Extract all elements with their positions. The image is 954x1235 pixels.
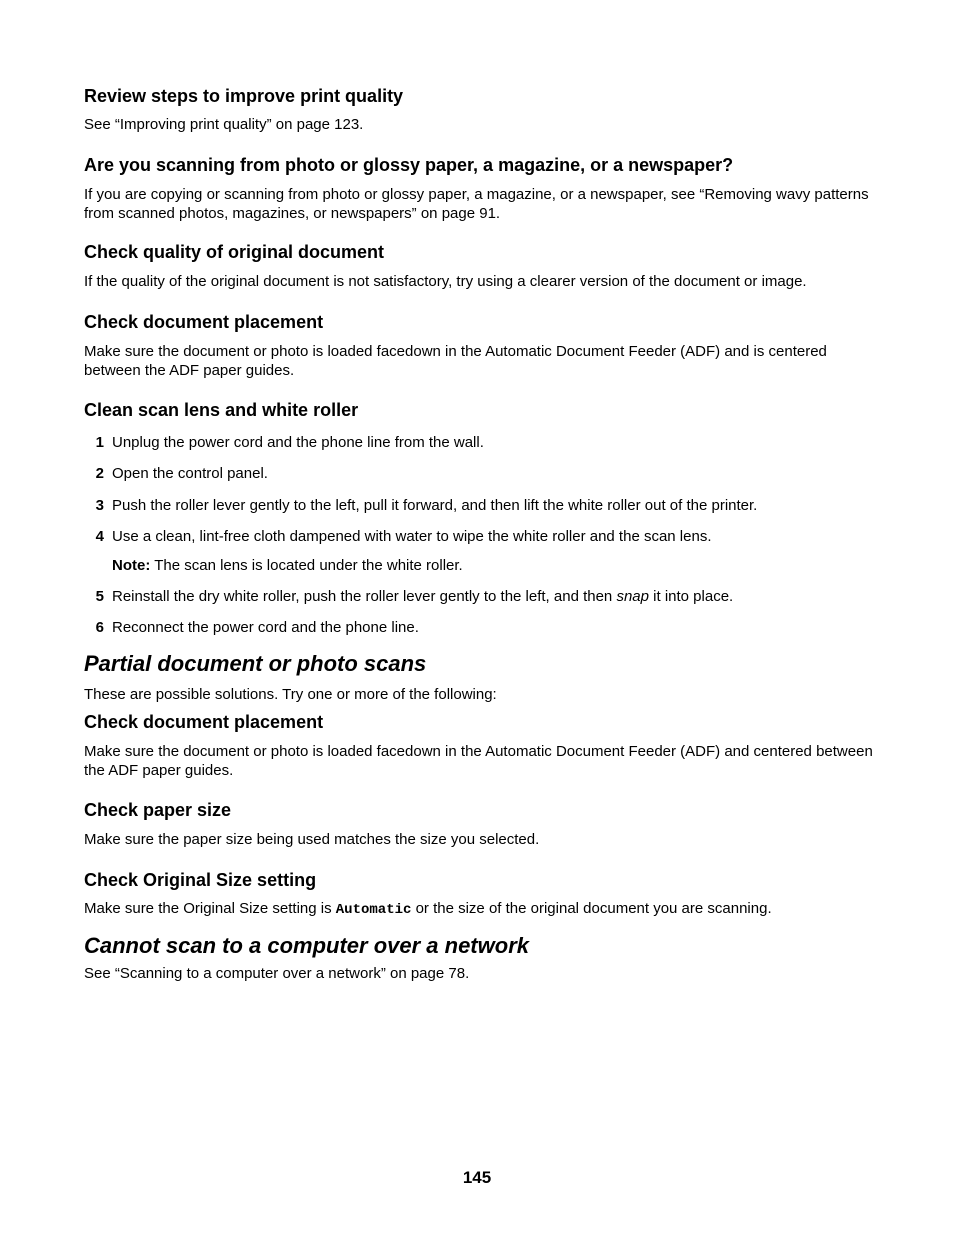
heading-cannot-scan-network: Cannot scan to a computer over a network xyxy=(84,933,529,958)
step-text-part: Reinstall the dry white roller, push the roller lever gently to the left, and then xyxy=(112,588,617,605)
heading-check-quality: Check quality of original document xyxy=(84,242,385,262)
paragraph-partial-intro: These are possible solutions. Try one or more of the following: xyxy=(84,686,497,703)
paragraph-glossy-paper: If you are copying or scanning from photo or glossy paper, a magazine, or a newspaper, see “Removing wavy patterns from scanned photos, magazines, or newspapers” on page 91. xyxy=(84,186,869,222)
step-text-emphasis: snap xyxy=(616,588,649,605)
step-number: 6 xyxy=(95,619,104,636)
paragraph-document-placement-2: Make sure the document or photo is loaded facedown in the Automatic Document Feeder (ADF) and centered between the ADF paper guides. xyxy=(84,743,873,779)
note-label: Note: xyxy=(112,557,151,574)
paragraph-text-part: Make sure the Original Size setting is xyxy=(84,900,336,917)
note-text: The scan lens is located under the white roller. xyxy=(150,557,463,574)
heading-glossy-paper: Are you scanning from photo or glossy paper, a magazine, or a newspaper? xyxy=(84,155,734,175)
step-number: 5 xyxy=(95,588,104,605)
step-number: 2 xyxy=(95,465,104,482)
step-text: Unplug the power cord and the phone line from the wall. xyxy=(112,434,484,451)
heading-document-placement-2: Check document placement xyxy=(84,712,324,732)
paragraph-document-placement: Make sure the document or photo is loaded facedown in the Automatic Document Feeder (ADF) and is centered between the ADF paper guides. xyxy=(84,343,827,379)
step-text-part: it into place. xyxy=(648,588,734,605)
paragraph-cannot-scan-network: See “Scanning to a computer over a network” on page 78. xyxy=(84,965,470,982)
step-text: Use a clean, lint-free cloth dampened with water to wipe the white roller and the scan lens. xyxy=(112,528,712,545)
paragraph-text-part: or the size of the original document you are scanning. xyxy=(411,900,772,917)
paragraph-original-size xyxy=(84,900,874,920)
step-text: Reconnect the power cord and the phone line. xyxy=(112,619,419,636)
step-number: 3 xyxy=(95,497,104,514)
paragraph-review-steps: See “Improving print quality” on page 123. xyxy=(84,116,364,133)
code-automatic: Automatic xyxy=(335,902,412,918)
paragraph-paper-size: Make sure the paper size being used matches the size you selected. xyxy=(84,831,540,848)
step-text: Push the roller lever gently to the left, pull it forward, and then lift the white roller out of the printer. xyxy=(112,497,758,514)
step-number: 4 xyxy=(95,528,104,545)
heading-partial-scans: Partial document or photo scans xyxy=(84,651,427,676)
heading-review-steps: Review steps to improve print quality xyxy=(84,86,404,106)
heading-original-size: Check Original Size setting xyxy=(84,870,317,890)
heading-paper-size: Check paper size xyxy=(84,800,232,820)
page-number: 145 xyxy=(462,1168,492,1187)
heading-document-placement: Check document placement xyxy=(84,312,324,332)
paragraph-check-quality: If the quality of the original document is not satisfactory, try using a clearer version of the document or image. xyxy=(84,273,807,290)
step-text: Open the control panel. xyxy=(112,465,268,482)
note xyxy=(112,557,463,575)
step-text xyxy=(112,588,733,606)
step-number: 1 xyxy=(95,434,104,451)
heading-clean-scan-lens: Clean scan lens and white roller xyxy=(84,400,359,420)
